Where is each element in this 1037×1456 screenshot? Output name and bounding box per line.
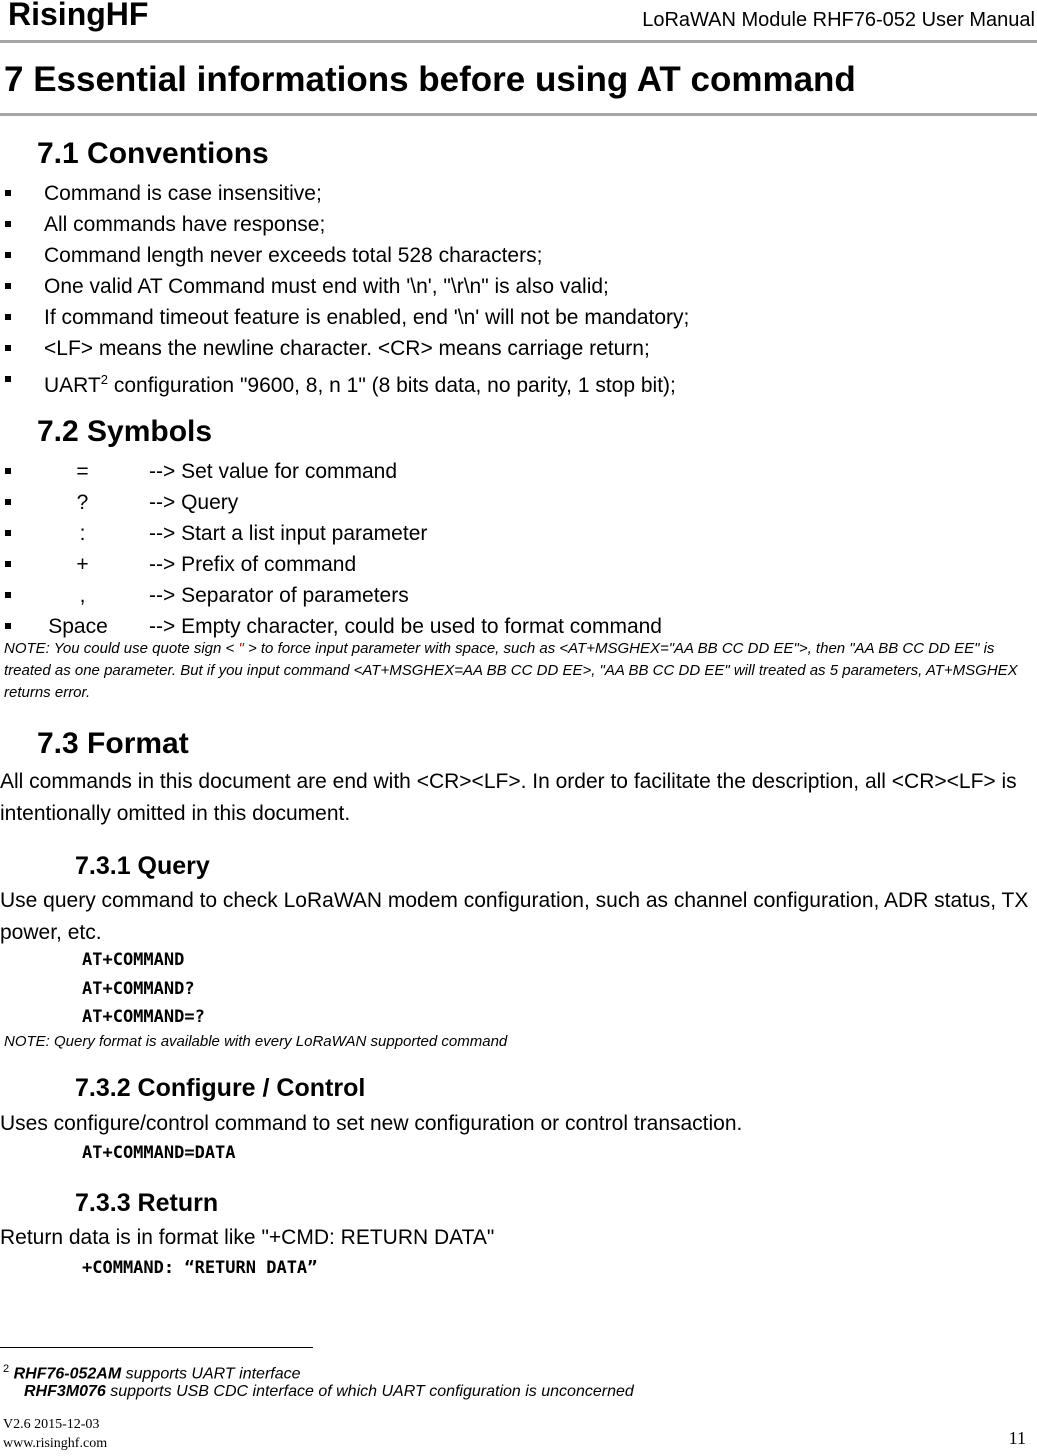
footnote-ref: 2 [100, 372, 109, 387]
symbols-note: NOTE: You could use quote sign < " > to force input parameter with space, such as <AT+MSGHEX="AA BB CC DD EE">, then "AA BB CC DD EE" is treated as one parameter. But if you input command <AT+MSGHEX=AA BB CC DD EE>, "AA BB CC DD EE" will treated as 5 parameters, AT+MSGHEX returns error. [4, 640, 1018, 701]
format-intro: All commands in this document are end with <CR><LF>. In order to facilitate the description, all <CR><LF> is intentionally omitted in this document. [0, 770, 1017, 825]
list-item: ? --> Query [0, 487, 1037, 518]
list-item: All commands have response; [0, 209, 1037, 240]
list-item: = --> Set value for command [0, 456, 1037, 487]
section-7-3-1-title: 7.3.1 Query [75, 852, 210, 880]
chapter-title: 7 Essential informations before using AT command [4, 60, 856, 99]
quote-sign: " [238, 640, 244, 657]
bullet-icon [5, 314, 11, 320]
bullet-icon [5, 283, 11, 289]
list-item: , --> Separator of parameters [0, 580, 1037, 611]
footnote-line-1: $^2$ RHF76-052AM supports UART interface [3, 1363, 301, 1383]
footer-info [3, 1415, 107, 1453]
conventions-list [0, 178, 1037, 395]
footer-version: V2.6 2015-12-03 [3, 1417, 100, 1432]
footnote-divider [0, 1347, 313, 1348]
list-item: One valid AT Command must end with '\n', "\r\n" is also valid; [0, 271, 1037, 302]
list-item: <LF> means the newline character. <CR> means carriage return; [0, 333, 1037, 364]
section-7-2-title: 7.2 Symbols [37, 415, 213, 448]
section-7-3-2-title: 7.3.2 Configure / Control [75, 1074, 366, 1102]
header-divider [0, 40, 1037, 43]
page-number: 11 [1008, 1428, 1026, 1448]
bullet-icon [5, 468, 11, 474]
section-7-1-title: 7.1 Conventions [37, 137, 269, 170]
section-7-3-3-title: 7.3.3 Return [75, 1189, 219, 1217]
manual-title: LoRaWAN Module RHF76-052 User Manual [642, 9, 1035, 31]
bullet-icon [5, 376, 11, 382]
footnote-line-2: RHF3M076 supports USB CDC interface of which UART configuration is unconcerned [24, 1383, 634, 1400]
brand-logo-text: RisingHF [8, 0, 149, 32]
code-line: AT+COMMAND=? [82, 1007, 205, 1027]
configure-text: Uses configure/control command to set new configuration or control transaction. [0, 1112, 743, 1135]
list-item: Space --> Empty character, could be used to format command [0, 611, 1037, 642]
section-7-3-title: 7.3 Format [37, 727, 189, 760]
bullet-icon [5, 623, 11, 629]
code-line: AT+COMMAND [82, 950, 185, 970]
bullet-icon [5, 190, 11, 196]
list-item: If command timeout feature is enabled, end '\n' will not be mandatory; [0, 302, 1037, 333]
list-item: Command is case insensitive; [0, 178, 1037, 209]
list-item: : --> Start a list input parameter [0, 518, 1037, 549]
footer-website[interactable]: www.risinghf.com [3, 1436, 108, 1451]
list-item: + --> Prefix of command [0, 549, 1037, 580]
list-item-uart: UART$^2$ configuration "9600, 8, n 1" (8 bits data, no parity, 1 stop bit); [0, 364, 1037, 395]
list-item: Command length never exceeds total 528 characters; [0, 240, 1037, 271]
bullet-icon [5, 530, 11, 536]
code-line: AT+COMMAND=DATA [82, 1143, 236, 1163]
query-note: NOTE: Query format is available with every LoRaWAN supported command [4, 1033, 508, 1050]
bullet-icon [5, 252, 11, 258]
code-line: +COMMAND: “RETURN DATA” [82, 1258, 318, 1278]
bullet-icon [5, 345, 11, 351]
symbols-list [0, 456, 1037, 642]
bullet-icon [5, 499, 11, 505]
chapter-divider [0, 113, 1037, 116]
query-text: Use query command to check LoRaWAN modem configuration, such as channel configuration, ADR status, TX power, etc. [0, 889, 1029, 944]
code-line: AT+COMMAND? [82, 979, 195, 999]
return-text: Return data is in format like "+CMD: RETURN DATA" [0, 1226, 495, 1249]
bullet-icon [5, 592, 11, 598]
bullet-icon [5, 221, 11, 227]
bullet-icon [5, 561, 11, 567]
